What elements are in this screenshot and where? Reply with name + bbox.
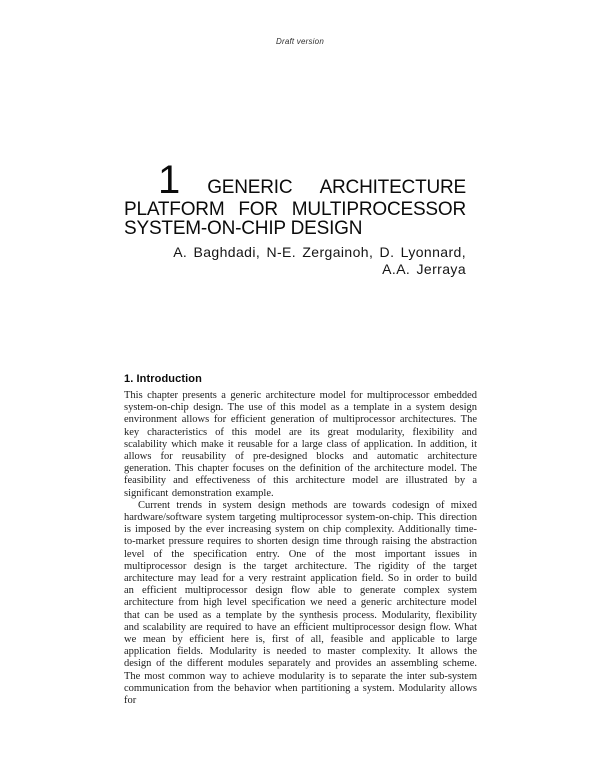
chapter-title-word-2: ARCHITECTURE [319,177,466,198]
draft-version-label: Draft version [276,37,324,46]
chapter-title-line-3: SYSTEM-ON-CHIP DESIGN [124,218,363,239]
authors-line-2: A.A. Jerraya [382,261,466,277]
paragraph-1: This chapter presents a generic architecture model for multiprocessor embedded system-on-chip design. The use of this model as a template in a system design environment allows for efficient generation of multiprocessor architectures. The key characteristics of this model are its great modularity, flexibility and scalability which make it reusable for a large class of application. In addition, it allows for reusability of pre-designed blocks and automatic architecture generation. This chapter focuses on the definition of the architecture model. The feasibility and effectiveness of this architecture model are illustrated by a significant demonstration example. [124,390,477,499]
chapter-title-block [124,160,466,278]
authors-block [124,244,466,278]
paragraph-2: Current trends in system design methods are towards codesign of mixed hardware/software system targeting multiprocessor system-on-chip. This direction is imposed by the ever increasing system on chip complexity. Additionally time-to-market pressure requires to shorten design time through raising the abstraction level of the specification entry. One of the most important issues in multiprocessor design is the target architecture. The rigidity of the target architecture may lead for a very restraint application field. So in order to build an efficient multiprocessor design flow able to generate complex system architecture from high level specification we need a generic architecture model that can be used as a template by the synthesis process. Modularity, flexibility and scalability are required to have an efficient multiprocessor design flow. What we mean by efficient here is, first of all, feasible and applicable to large application fields. Modularity is needed to master complexity. It allows the design of the different modules separately and provides an assembling scheme. The most common way to achieve modularity is to separate the inter sub-system communication from the behavior when partitioning a system. Modularity allows for [124,499,477,707]
chapter-number: 1 [158,158,181,202]
chapter-title-line-2: PLATFORM FOR MULTIPROCESSOR [124,199,466,220]
chapter-title-line-1 [124,160,466,200]
authors-line-1: A. Baghdadi, N-E. Zergainoh, D. Lyonnard, [173,244,466,260]
section-heading: 1. Introduction [124,373,202,385]
chapter-title-word-1: GENERIC [207,177,293,198]
body-text [124,390,477,707]
